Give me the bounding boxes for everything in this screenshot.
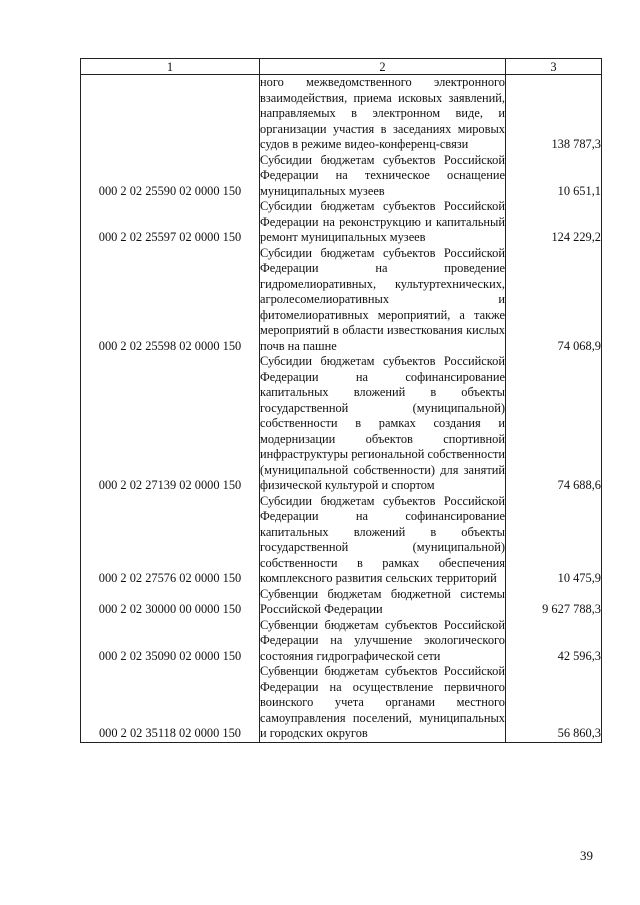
table-row: [81, 618, 602, 665]
item-amount: 138 787,3: [506, 75, 602, 153]
page-number: 39: [580, 848, 593, 863]
budget-code: 000 2 02 30000 00 0000 150: [81, 587, 260, 618]
budget-code: 000 2 02 27576 02 0000 150: [81, 494, 260, 587]
table-row: [81, 494, 602, 587]
budget-code: [81, 75, 260, 153]
table-row: [81, 664, 602, 742]
item-name: Субсидии бюджетам субъектов Российской Федерации на софинансирование капитальных вложений в объекты государственной (муниципальной) собственности в рамках обеспечения комплексного развития сельских территорий: [260, 493, 505, 585]
item-amount: 124 229,2: [506, 199, 602, 246]
item-amount: 74 688,6: [506, 354, 602, 494]
item-name: Субвенции бюджетам бюджетной системы Российской Федерации: [260, 586, 505, 616]
item-amount: 10 475,9: [506, 494, 602, 587]
item-amount: 42 596,3: [506, 618, 602, 665]
table-row: [81, 246, 602, 355]
item-amount: 56 860,3: [506, 664, 602, 742]
item-name: Субсидии бюджетам субъектов Российской Федерации на реконструкцию и капитальный ремонт муниципальных музеев: [260, 199, 505, 244]
item-name: Субсидии бюджетам субъектов Российской Федерации на техническое оснащение муниципальных музеев: [260, 152, 505, 198]
item-name: Субвенции бюджетам субъектов Российской Федерации на улучшение экологического состояния гидрографической сети: [260, 617, 505, 663]
item-amount: 9 627 788,3: [506, 587, 602, 618]
budget-code: 000 2 02 25598 02 0000 150: [81, 246, 260, 355]
column-header-1: 1: [81, 59, 260, 75]
table-row: [81, 354, 602, 494]
column-header-2: 2: [260, 59, 506, 75]
column-header-3: 3: [506, 59, 602, 75]
table-row: [81, 587, 602, 618]
budget-code: 000 2 02 35118 02 0000 150: [81, 664, 260, 742]
budget-code: 000 2 02 35090 02 0000 150: [81, 618, 260, 665]
item-name: ного межведомственного электронного взаимодействия, приема исковых заявлений, направляемых в электронном виде, и организации участия в заседаниях мировых судов в режиме видео-конференц-связи: [260, 75, 505, 151]
budget-table: [80, 58, 602, 743]
item-amount: 10 651,1: [506, 153, 602, 200]
item-name: Субвенции бюджетам субъектов Российской Федерации на осуществление первичного воинского учета органами местного самоуправления поселений, муниципальных и городских округов: [260, 664, 505, 740]
table-row: [81, 199, 602, 246]
table-row: [81, 75, 602, 153]
budget-code: 000 2 02 25590 02 0000 150: [81, 153, 260, 200]
budget-code: 000 2 02 25597 02 0000 150: [81, 199, 260, 246]
budget-code: 000 2 02 27139 02 0000 150: [81, 354, 260, 494]
table-header-row: [81, 59, 602, 75]
item-name: Субсидии бюджетам субъектов Российской Федерации на проведение гидромелиоративных, культуртехнических, агролесомелиоративных и фитомелиоративных мероприятий, а также мероприятий в области известкования кислых почв на пашне: [260, 245, 505, 353]
item-name: Субсидии бюджетам субъектов Российской Федерации на софинансирование капитальных вложений в объекты государственной (муниципальной) собственности в рамках создания и модернизации объектов спортивной инфраструктуры региональной собственности (муниципальной собственности) для занятий физической культурой и спортом: [260, 354, 505, 492]
table-row: [81, 153, 602, 200]
item-amount: 74 068,9: [506, 246, 602, 355]
